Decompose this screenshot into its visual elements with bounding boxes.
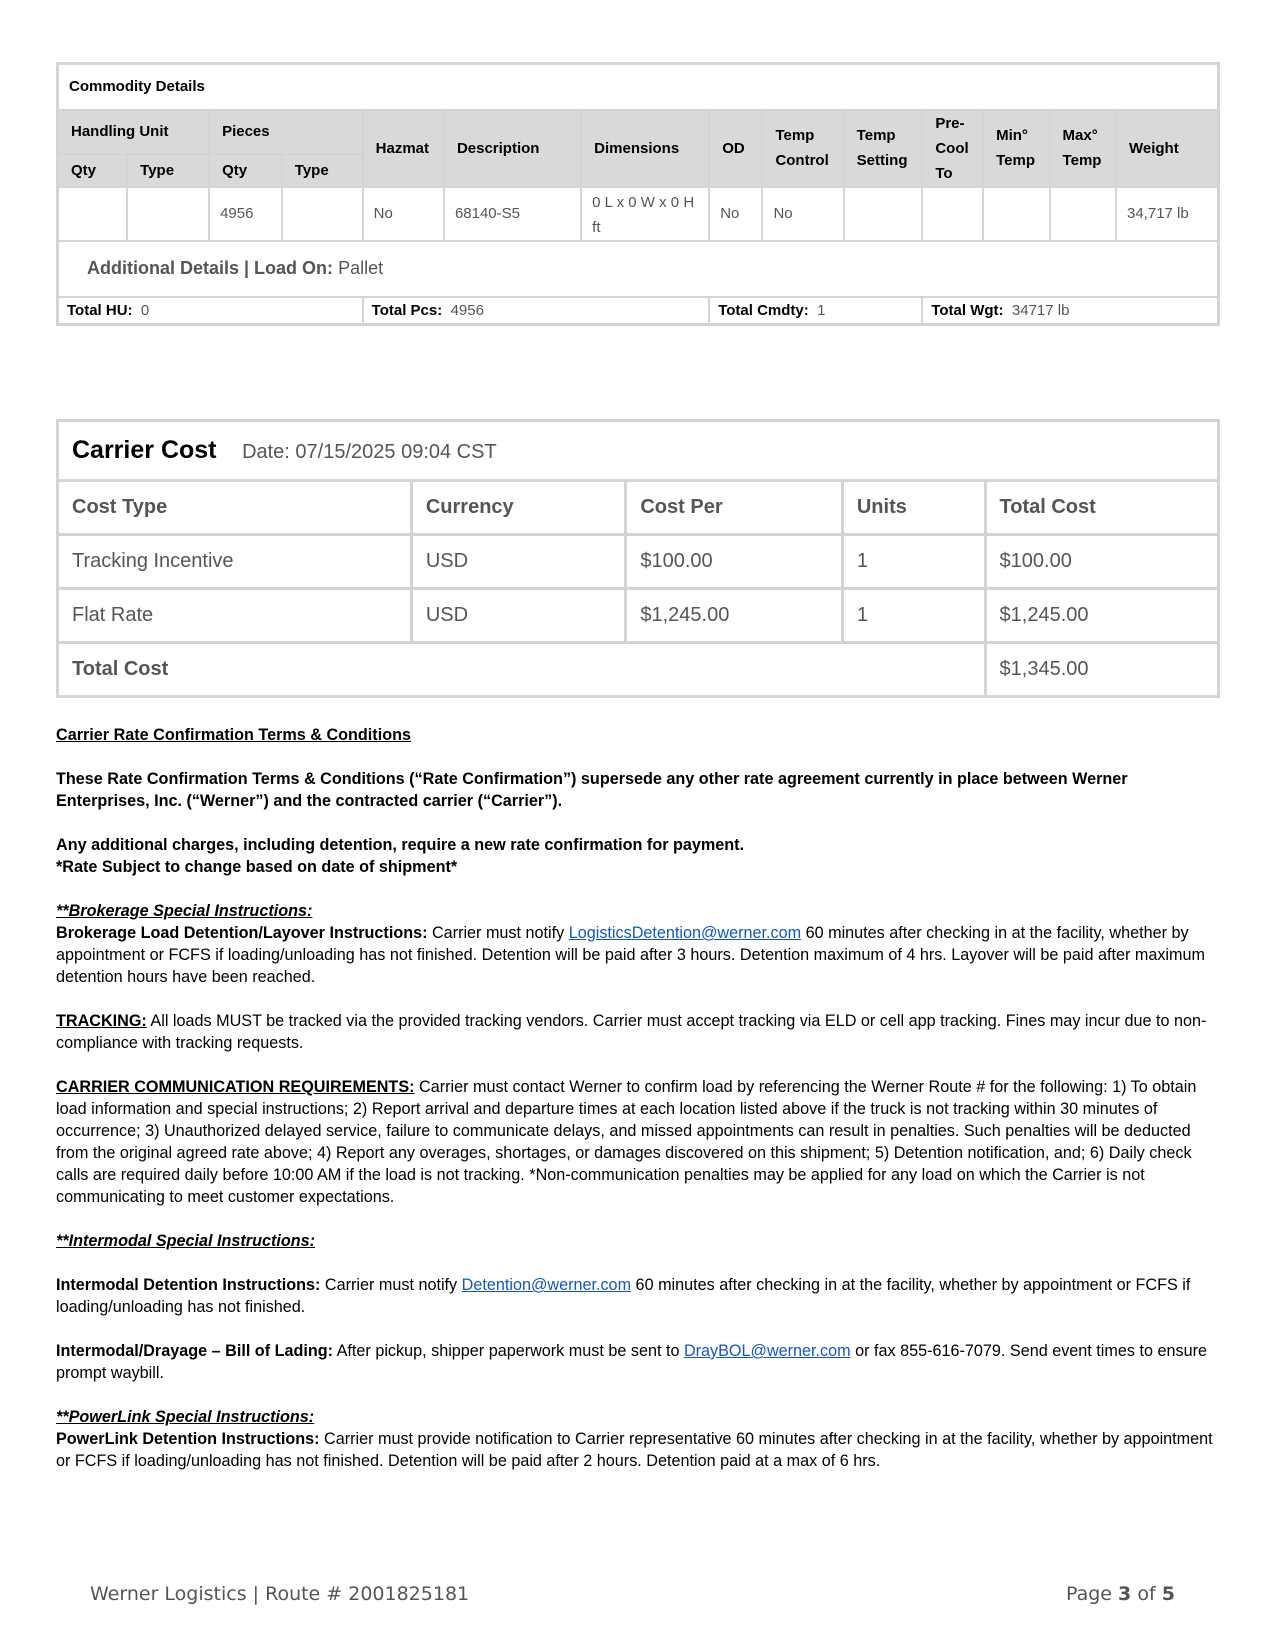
col-cost-type: Cost Type (58, 481, 412, 535)
cell-max-temp (1050, 187, 1116, 241)
logistics-detention-email-link[interactable]: LogisticsDetention@werner.com (568, 924, 802, 942)
table-row (58, 535, 1219, 589)
col-total-cost: Total Cost (985, 481, 1218, 535)
brokerage-instructions (56, 922, 1222, 988)
tracking-text: All loads MUST be tracked via the provided tracking vendors. Carrier must accept tracking via ELD or cell app tracking. Fines may incur due to non-compliance with tracking requests. (56, 1012, 1207, 1052)
col-cost-per: Cost Per (626, 481, 843, 535)
commodity-title: Commodity Details (58, 64, 1219, 110)
total-pcs-value: 4956 (450, 301, 484, 319)
cost-type-cell: Tracking Incentive (58, 535, 412, 589)
cell-temp-setting (844, 187, 923, 241)
communication-text: Carrier must contact Werner to confirm load by referencing the Werner Route # for the following: 1) To obtain load information and special instructions; 2) Report arrival and departure times at each location listed above if the truck is not tracking within 30 minutes of occurrence; 3) Unauthorized delayed service, failure to communicate delays, and missed appointments can result in penalties. Such penalties will be deducted from the original agreed rate above; 4) Report any overages, shortages, or damages discovered on this shipment; 5) Detention notification, and; 6) Daily check calls are required daily before 10:00 AM if the load is not tracking. *Non-communication penalties may be applied for any load on which the Carrier is not communicating to meet customer expectations. (56, 1078, 1197, 1206)
bol-text-2: or fax 855-616-7079. Send event times to ensure prompt waybill. (56, 1342, 1207, 1382)
cell-hu-type (127, 187, 209, 241)
cost-per-cell: $100.00 (626, 535, 843, 589)
additional-details-value: Pallet (338, 258, 384, 278)
powerlink-label: PowerLink Detention Instructions: (56, 1430, 320, 1448)
cell-pcs-type (282, 187, 363, 241)
terms-section (56, 724, 1222, 1472)
footer-page-number (1066, 1583, 1175, 1605)
additional-charges-note: Any additional charges, including detention, require a new rate confirmation for payment. (56, 836, 745, 854)
header-hu-type: Type (127, 154, 209, 186)
total-cmdty (709, 297, 922, 325)
header-handling-unit: Handling Unit (58, 110, 210, 155)
cell-hu-qty (58, 187, 128, 241)
col-units: Units (842, 481, 985, 535)
header-dimensions: Dimensions (581, 110, 709, 187)
total-wgt-value: 34717 lb (1011, 301, 1070, 319)
currency-cell: USD (411, 535, 626, 589)
header-description: Description (444, 110, 581, 187)
grand-total-value: $1,345.00 (985, 643, 1218, 697)
carrier-cost-table (56, 419, 1220, 698)
currency-cell: USD (411, 589, 626, 643)
header-hazmat: Hazmat (363, 110, 444, 187)
total-cost-cell: $100.00 (985, 535, 1218, 589)
page-mid: of (1131, 1583, 1162, 1605)
detention-email-link[interactable]: Detention@werner.com (461, 1276, 632, 1294)
commodity-details-table (56, 62, 1220, 326)
total-pcs (363, 297, 710, 325)
header-od: OD (709, 110, 762, 187)
terms-intro: These Rate Confirmation Terms & Conditions (“Rate Confirmation”) supersede any other rate agreement currently in place between Werner Enterprises, Inc. (“Werner”) and the contracted carrier (“Carrier”). (56, 770, 1128, 810)
intermodal-instructions (56, 1274, 1222, 1318)
cell-description: 68140-S5 (444, 187, 581, 241)
header-pieces: Pieces (209, 110, 363, 155)
cell-pcs-qty: 4956 (209, 187, 282, 241)
cost-per-cell: $1,245.00 (626, 589, 843, 643)
powerlink-text: Carrier must provide notification to Carrier representative 60 minutes after checking in at the facility, whether by appointment or FCFS if loading/unloading has not finished. Detention will be paid after 2 hours. Detention paid at a max of 6 hrs. (56, 1430, 1213, 1470)
cost-type-cell: Flat Rate (58, 589, 412, 643)
draybol-email-link[interactable]: DrayBOL@werner.com (683, 1342, 851, 1360)
header-max-temp: Max° Temp (1050, 110, 1116, 187)
header-pre-cool-to: Pre-Cool To (922, 110, 983, 187)
brokerage-heading: **Brokerage Special Instructions: (56, 902, 313, 920)
cell-od: No (709, 187, 762, 241)
total-cmdty-value: 1 (817, 301, 826, 319)
bol-label: Intermodal/Drayage – Bill of Lading: (56, 1342, 334, 1360)
total-cost-cell: $1,245.00 (985, 589, 1218, 643)
additional-details-label: Additional Details | Load On: (87, 258, 334, 278)
terms-heading: Carrier Rate Confirmation Terms & Conditions (56, 726, 411, 744)
bol-text-1: After pickup, shipper paperwork must be sent to (333, 1342, 684, 1360)
rate-subject-note: *Rate Subject to change based on date of shipment* (56, 858, 458, 876)
page-prefix: Page (1066, 1583, 1119, 1605)
total-hu-label: Total HU: (67, 301, 133, 319)
total-hu (58, 297, 363, 325)
header-pcs-qty: Qty (209, 154, 282, 186)
communication-paragraph (56, 1076, 1222, 1208)
carrier-cost-header (58, 421, 1219, 481)
cell-temp-control: No (762, 187, 843, 241)
total-cmdty-label: Total Cmdty: (718, 301, 809, 319)
cell-pre-cool-to (922, 187, 983, 241)
commodity-row (58, 187, 1219, 241)
tracking-label: TRACKING: (56, 1012, 147, 1030)
powerlink-heading: **PowerLink Special Instructions: (56, 1408, 315, 1426)
footer-route: Werner Logistics | Route # 2001825181 (90, 1583, 470, 1605)
page-current: 3 (1118, 1583, 1132, 1605)
cell-weight: 34,717 lb (1116, 187, 1219, 241)
units-cell: 1 (842, 535, 985, 589)
total-wgt-label: Total Wgt: (931, 301, 1004, 319)
intermodal-text-1: Carrier must notify (320, 1276, 462, 1294)
brokerage-text-2: 60 minutes after checking in at the facility, whether by appointment or FCFS if loading/unloading has not finished. Detention will be paid after 3 hours. Detention maximum of 4 hrs. Layover will be paid after maximum detention hours have been reached. (56, 924, 1206, 986)
header-temp-setting: Temp Setting (844, 110, 923, 187)
header-hu-qty: Qty (58, 154, 128, 186)
total-wgt (922, 297, 1218, 325)
grand-total-label: Total Cost (58, 643, 986, 697)
total-hu-value: 0 (140, 301, 150, 319)
cell-min-temp (983, 187, 1049, 241)
header-pcs-type: Type (282, 154, 363, 186)
col-currency: Currency (411, 481, 626, 535)
brokerage-label: Brokerage Load Detention/Layover Instructions: (56, 924, 428, 942)
bol-instructions (56, 1340, 1222, 1384)
powerlink-instructions (56, 1428, 1222, 1472)
page-total: 5 (1161, 1583, 1175, 1605)
tracking-paragraph (56, 1010, 1222, 1054)
cell-hazmat: No (363, 187, 444, 241)
table-row (58, 589, 1219, 643)
communication-label: CARRIER COMMUNICATION REQUIREMENTS: (56, 1078, 415, 1096)
carrier-cost-title: Carrier Cost (72, 436, 217, 464)
additional-details (58, 241, 1219, 297)
header-temp-control: Temp Control (762, 110, 843, 187)
intermodal-label: Intermodal Detention Instructions: (56, 1276, 321, 1294)
cell-dimensions: 0 L x 0 W x 0 H ft (581, 187, 709, 241)
header-min-temp: Min° Temp (983, 110, 1049, 187)
total-pcs-label: Total Pcs: (371, 301, 443, 319)
brokerage-text-1: Carrier must notify (427, 924, 569, 942)
header-weight: Weight (1116, 110, 1219, 187)
intermodal-heading: **Intermodal Special Instructions: (56, 1232, 316, 1250)
intermodal-text-2: 60 minutes after checking in at the facility, whether by appointment or FCFS if loading/unloading has not finished. (56, 1276, 1191, 1316)
carrier-cost-date: Date: 07/15/2025 09:04 CST (242, 441, 497, 463)
units-cell: 1 (842, 589, 985, 643)
